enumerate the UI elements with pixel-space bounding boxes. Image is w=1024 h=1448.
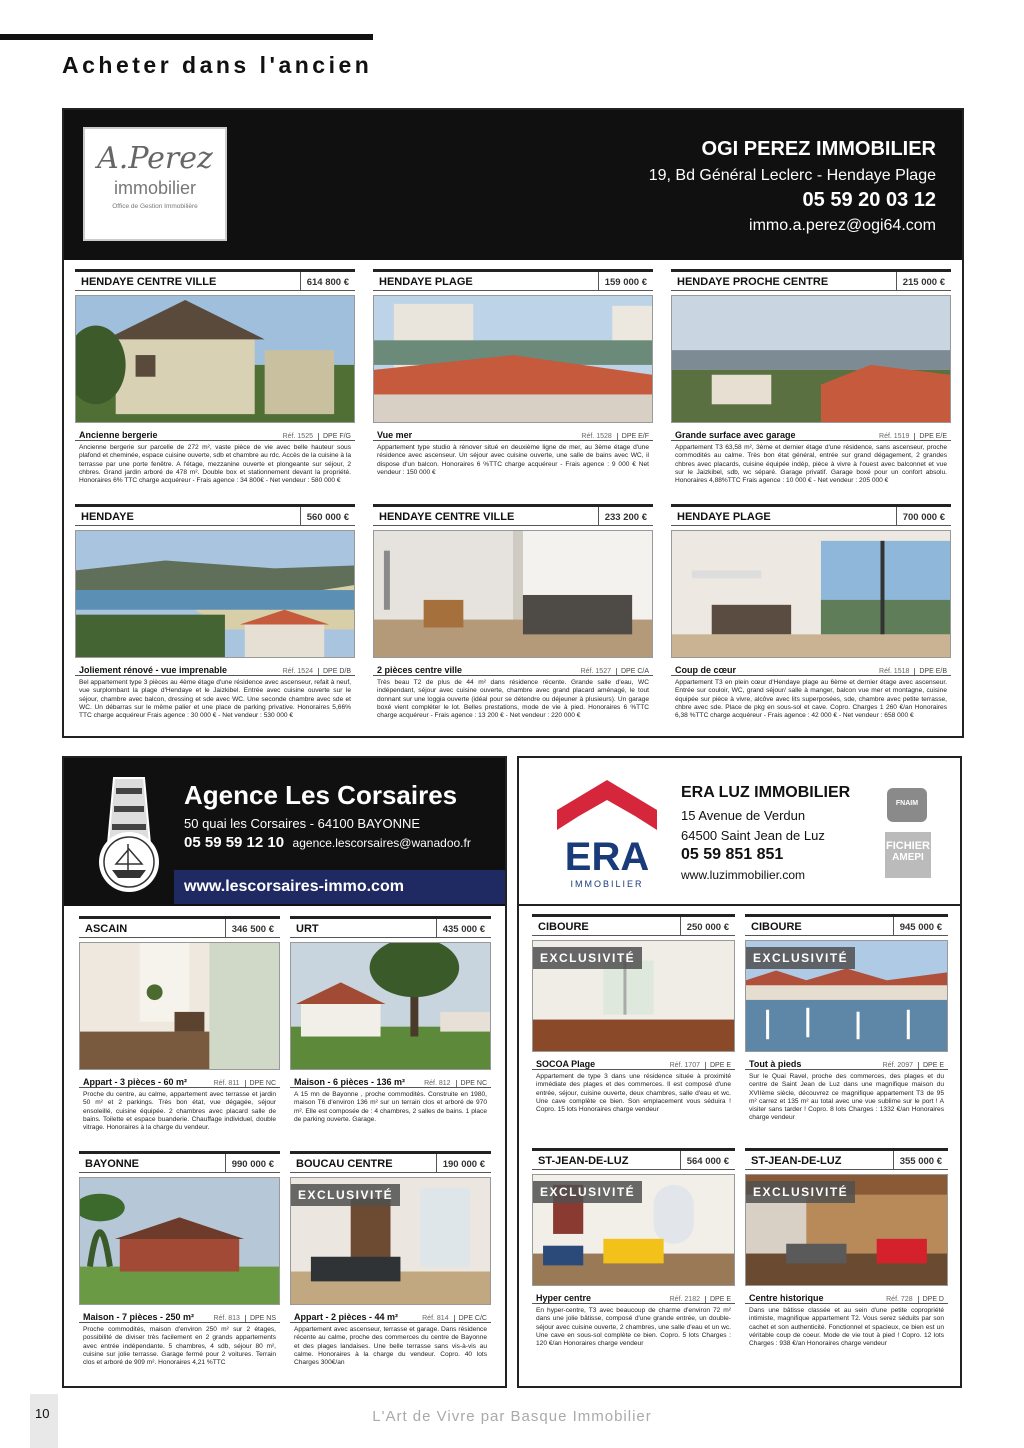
listing-card[interactable] — [532, 914, 735, 1141]
corsaires-panel — [62, 756, 507, 1388]
listing-location: HENDAYE PROCHE CENTRE — [677, 276, 829, 288]
listing-description: Bel appartement type 3 pièces au 4ème étage d'une résidence avec ascenseur, refait à neuf, vue surplombant la plage d'Hendaye et le Jaizkibel. Entrée avec cuisine ouverte sur le séjour, chambre avec balcon, dressing et sde avec WC. Une seconde chambre avec sde et WC. Un débarras sur le même palier et une place de parking privative. Honoraires 5,66% TTC charge acquéreur Frais agence : 30 000 € - Net vendeur : 530 000 € — [79, 679, 351, 720]
listing-location: ST-JEAN-DE-LUZ — [751, 1155, 842, 1167]
listing-photo[interactable] — [75, 295, 355, 423]
listing-location: ST-JEAN-DE-LUZ — [538, 1155, 629, 1167]
listing-photo[interactable] — [532, 1174, 735, 1286]
listing-location: HENDAYE PLAGE — [379, 276, 473, 288]
listing-title: Hyper centre — [536, 1293, 592, 1303]
exclusivity-badge: EXCLUSIVITÉ — [746, 1181, 855, 1203]
listing-title: Joliement rénové - vue imprenable — [79, 665, 228, 675]
page-number: 10 — [30, 1394, 58, 1448]
listing-ref: Réf. 1519 — [879, 433, 910, 440]
listing-ref: Réf. 2097 — [882, 1062, 913, 1069]
listing-description: Ancienne bergerie sur parcelle de 272 m², vaste pièce de vie avec belle hauteur sous plafond et cheminée, espace cuisine ouverte, sdb et chambre au rdc. Accès de la cuisine à la terrasse par une porte fenêtre. A l'étage, mezzanine ouverte et plongeante sur séjour, 2 chbres. Grand jardin arboré de 478 m². Double box et stationnement devant la propriété. Honoraires 6% TTC charge acquéreur - Frais agence : 34 800€ - Net vendeur : 580 000 € — [79, 444, 351, 485]
ogi-phone: 05 59 20 03 12 — [802, 189, 936, 211]
listing-dpe: DPE E/E — [914, 433, 951, 440]
listing-dpe: DPE E — [918, 1062, 948, 1069]
listing-photo[interactable] — [373, 530, 653, 658]
top-rule — [0, 34, 373, 40]
listing-photo[interactable] — [532, 940, 735, 1052]
era-logo-sub: IMMOBILIER — [570, 879, 644, 889]
era-panel — [517, 756, 962, 1388]
listing-ref: Réf. 1518 — [879, 668, 910, 675]
corsaires-email[interactable]: agence.lescorsaires@wanadoo.fr — [292, 836, 471, 850]
listing-ref: Réf. 1707 — [669, 1062, 700, 1069]
era-street: 15 Avenue de Verdun — [681, 808, 806, 823]
ogi-address: 19, Bd Général Leclerc - Hendaye Plage — [648, 167, 936, 184]
listing-description: Proche du centre, au calme, appartement avec terrasse et jardin 50 m² et 2 parkings. Très bon état, vue dégagée, séjour ensoleillé, cuisine équipée. 2 chambres avec placard salle de bains. Toilette et espace buanderie. Chauffage individuel, double vitrage. Honoraires à la charge du vendeur. — [83, 1091, 276, 1132]
listing-title: Maison - 7 pièces - 250 m² — [83, 1312, 195, 1322]
listing-ref: Réf. 1527 — [580, 668, 611, 675]
listing-ref: Réf. 812 — [424, 1080, 451, 1087]
listing-title: Tout à pieds — [749, 1059, 802, 1069]
listing-photo[interactable] — [290, 1177, 491, 1305]
listing-photo[interactable] — [79, 942, 280, 1070]
listing-card[interactable] — [373, 269, 653, 502]
listing-location: CIBOURE — [538, 921, 589, 933]
listing-ref: Réf. 813 — [213, 1315, 240, 1322]
listing-location: CIBOURE — [751, 921, 802, 933]
ogi-perez-panel — [62, 108, 964, 738]
listing-description: A 15 mn de Bayonne , proche commodités. Construite en 1980, maison T6 d'environ 136 m² sur un terrain clos et arboré de 970 m². Elle est composée de : 4 chambres, 2 salles de bains. 1 place de parking ouverte. Garage. — [294, 1091, 487, 1123]
listing-ref: Réf. 814 — [422, 1315, 449, 1322]
ogi-logo-sub: immobilier — [113, 178, 196, 198]
listing-photo[interactable] — [671, 530, 951, 658]
listing-dpe: DPE F/G — [318, 433, 355, 440]
listing-title: Vue mer — [377, 430, 413, 440]
lighthouse-icon — [92, 774, 166, 896]
listing-photo[interactable] — [290, 942, 491, 1070]
listing-title: Centre historique — [749, 1293, 824, 1303]
listing-dpe: DPE NC — [456, 1080, 491, 1087]
listing-description: Appartement T3 63,58 m², 3ème et dernier étage d'une résidence, sans ascenseur, proche commodités au calme. Très bon état général, entrée sur grand dégagement, 2 grandes chbres avec placards, cuisine équipée indép, pièce à vivre à l'ouest avec balconnet et vue sur le Jaizkibel, sdb, wc séparé. Garage privatif. Garage boxé pour un confort absolu. Honoraires 4,88%TTC Frais agence : 10 000 € - Net vendeur : 205 000 € — [675, 444, 947, 485]
listing-ref: Réf. 811 — [213, 1080, 240, 1087]
era-header — [519, 758, 960, 906]
listing-card[interactable] — [290, 1151, 491, 1392]
era-city: 64500 Saint Jean de Luz — [681, 828, 825, 843]
listing-photo[interactable] — [745, 1174, 948, 1286]
listing-location: HENDAYE CENTRE VILLE — [379, 511, 515, 523]
listing-photo[interactable] — [671, 295, 951, 423]
listing-price: 190 000 € — [436, 1154, 491, 1172]
ogi-header — [64, 110, 962, 260]
corsaires-phone: 05 59 59 12 10 — [184, 834, 285, 851]
corsaires-name: Agence Les Corsaires — [184, 780, 458, 810]
ogi-logo-tag: Office de Gestion Immobilière — [112, 203, 198, 210]
listing-dpe: DPE E/B — [914, 668, 951, 675]
listing-dpe: DPE D/B — [318, 668, 355, 675]
listing-price: 355 000 € — [893, 1151, 948, 1169]
era-phone: 05 59 851 851 — [681, 846, 784, 863]
exclusivity-badge: EXCLUSIVITÉ — [533, 1181, 642, 1203]
listing-photo[interactable] — [745, 940, 948, 1052]
listing-location: BAYONNE — [85, 1158, 139, 1170]
listing-card[interactable] — [671, 269, 951, 502]
listing-description: Dans une bâtisse classée et au sein d'une petite copropriété intimiste, magnifique appartement T2. Vous serez séduits par son cachet et son authenticité. Fonctionnel et spacieux, ce bien est un véritable coup de coeur. Mode de vie tout à pied ! Copro. 12 lots Charges : 938 €/an Honoraires charge vendeur — [749, 1307, 944, 1348]
listing-title: Grande surface avec garage — [675, 430, 796, 440]
listing-ref: Réf. 2182 — [669, 1296, 700, 1303]
listing-price: 560 000 € — [300, 507, 355, 525]
listing-price: 614 800 € — [300, 272, 355, 290]
listing-card[interactable] — [79, 1151, 280, 1392]
listing-ref: Réf. 1528 — [581, 433, 612, 440]
listing-ref: Réf. 1524 — [282, 668, 313, 675]
ogi-logo — [83, 127, 227, 241]
listing-description: Proche commodités, maison d'environ 250 m² sur 2 étages, possibilité de diviser très facilement en 2 grands appartements avec entrée indépendante. 5 chambres, 4 sdb, séjour 80 m², cuisine sur jolie terrasse. Garage fermé pour 2 voitures. Terrain clos et arboré de 909 m². Honoraires 4,21 %TTC — [83, 1326, 276, 1367]
listing-title: Maison - 6 pièces - 136 m² — [294, 1077, 406, 1087]
corsaires-header — [64, 758, 505, 906]
listing-location: HENDAYE PLAGE — [677, 511, 771, 523]
corsaires-address: 50 quai les Corsaires - 64100 BAYONNE — [184, 816, 421, 831]
listing-card[interactable] — [75, 504, 355, 737]
listing-dpe: DPE C/C — [454, 1315, 491, 1322]
listing-dpe: DPE E/F — [617, 433, 653, 440]
listing-dpe: DPE NS — [245, 1315, 280, 1322]
listing-dpe: DPE C/A — [616, 668, 653, 675]
ogi-email[interactable]: immo.a.perez@ogi64.com — [749, 217, 936, 234]
era-name: ERA LUZ IMMOBILIER — [681, 784, 851, 801]
listing-description: Très beau T2 de plus de 44 m² dans résidence récente. Grande salle d'eau, WC indépendant, séjour avec cuisine ouverte, chambre avec grand placard aménagé, le tout donnant sur une loggia ouverte (idéal pour se détendre ou déjeuner à plusieurs). Un garage boxé vient compléter le lot. Belles prestations, mode de vie à pied. Honoraires 6 %TTC charge acquéreur - Frais agence : 13 200 € - Net vendeur : 220 000 € — [377, 679, 649, 720]
listing-description: Appartement T3 en plein cœur d'Hendaye plage au 6ème et dernier étage avec ascenseur. Entrée sur couloir, WC, grand séjour/ salle à manger, balcon vue mer et montagne, cuisine équipée sur pièce à vivre, alcôve avec lits superposées, sde, chambre avec petite terrasse, chbre avec sde. Place de pkg en sous-sol et cave. Copro. Charges 1 260 €/an Honoraires 6,38 %TTC charge acquéreur - Frais agence : 42 000 € - Net vendeur : 658 000 € — [675, 679, 947, 720]
amepi-badge-line2: AMEPI — [892, 852, 924, 863]
listing-price: 990 000 € — [225, 1154, 280, 1172]
listing-title: Coup de cœur — [675, 665, 736, 675]
listing-dpe: DPE D — [918, 1296, 948, 1303]
listing-ref: Réf. 1525 — [282, 433, 313, 440]
era-website[interactable]: www.luzimmobilier.com — [681, 868, 806, 882]
listing-card[interactable] — [290, 916, 491, 1157]
listing-photo[interactable] — [373, 295, 653, 423]
footer-tagline: L'Art de Vivre par Basque Immobilier — [372, 1408, 652, 1425]
listing-location: URT — [296, 923, 319, 935]
listing-title: Appart - 3 pièces - 60 m² — [83, 1077, 188, 1087]
listing-price: 564 000 € — [680, 1151, 735, 1169]
listing-title: SOCOA Plage — [536, 1059, 596, 1069]
listing-price: 346 500 € — [225, 919, 280, 937]
listing-title: Appart - 2 pièces - 44 m² — [294, 1312, 399, 1322]
listing-price: 233 200 € — [598, 507, 653, 525]
listing-dpe: DPE E — [705, 1296, 735, 1303]
listing-description: Sur le Quai Ravel, proche des commerces, des plages et du centre de Saint Jean de Luz dans une magnifique maison du XVIIème siècle, découvrez ce magnifique appartement T3 de 95 m² carrez et 135 m² au total avec une vue sublime sur le port ! A visiter sans tarder ! Copro. 8 lots Charges : 1332 €/an Honoraires charge vendeur — [749, 1073, 944, 1122]
listing-location: ASCAIN — [85, 923, 128, 935]
listing-title: 2 pièces centre ville — [377, 665, 463, 675]
exclusivity-badge: EXCLUSIVITÉ — [291, 1184, 400, 1206]
corsaires-contact — [184, 834, 471, 852]
listing-card[interactable] — [373, 504, 653, 737]
listing-description: Appartement de type 3 dans une résidence située à proximité immédiate des plages et des commerces. Il est composé d'une entrée, séjour, cuisine ouverte, deux chambres, salle d'eau et wc. Une cave complète ce bien. Son emplacement vous séduira ! Copro. 15 lots Honoraires charge vendeur — [536, 1073, 731, 1114]
listing-location: BOUCAU CENTRE — [296, 1158, 393, 1170]
page-title: Acheter dans l'ancien — [62, 52, 373, 78]
listing-price: 945 000 € — [893, 917, 948, 935]
listing-price: 700 000 € — [896, 507, 951, 525]
era-logo-text: ERA — [564, 835, 650, 879]
amepi-badge-line1: FICHIER — [886, 840, 930, 852]
listing-description: En hyper-centre, T3 avec beaucoup de charme d'environ 72 m² dans une jolie bâtisse, composé d'une grande entrée, un double-séjour avec cuisine ouverte, 2 chambres, une salle d'eau et un wc. Une cave en sous-sol complète ce bien. Copro. 5 lots Charges : 120 €/an Honoraires charge vendeur — [536, 1307, 731, 1348]
listing-card[interactable] — [532, 1148, 735, 1375]
fnaim-badge: FNAIM — [887, 788, 927, 822]
listing-description: Appartement type studio à rénover situé en deuxième ligne de mer, au 3ème étage d'une résidence avec ascenseur. Un séjour avec cuisine ouverte, une salle de bains avec WC, il dispose d'un balcon. Honoraires 6 %TTC charge acquéreur - Frais agence : 9 000 € Net vendeur : 150 000 € — [377, 444, 649, 476]
listing-card[interactable] — [745, 1148, 948, 1375]
amepi-badge — [885, 832, 931, 878]
listing-card[interactable] — [671, 504, 951, 737]
listing-price: 215 000 € — [896, 272, 951, 290]
listing-description: Appartement avec ascenseur, terrasse et garage. Dans résidence récente au calme, proche des commerces du centre de Bayonne et des plages landaises. Une belle terrasse sans vis-à-vis au calme. Honoraires à la charge du vendeur. Copro. 40 lots Charges 300€/an — [294, 1326, 487, 1367]
exclusivity-badge: EXCLUSIVITÉ — [533, 947, 642, 969]
era-logo — [557, 780, 657, 892]
ogi-logo-main: A.Perez — [97, 141, 213, 176]
listing-dpe: DPE E — [705, 1062, 735, 1069]
ogi-name: OGI PEREZ IMMOBILIER — [701, 138, 936, 160]
listing-price: 250 000 € — [680, 917, 735, 935]
listing-dpe: DPE NC — [245, 1080, 280, 1087]
corsaires-website[interactable]: www.lescorsaires-immo.com — [184, 878, 404, 895]
listing-location: HENDAYE — [81, 511, 134, 523]
listing-ref: Réf. 728 — [886, 1296, 913, 1303]
listing-price: 435 000 € — [436, 919, 491, 937]
listing-title: Ancienne bergerie — [79, 430, 158, 440]
listing-card[interactable] — [745, 914, 948, 1141]
listing-card[interactable] — [79, 916, 280, 1157]
listing-photo[interactable] — [79, 1177, 280, 1305]
listing-photo[interactable] — [75, 530, 355, 658]
exclusivity-badge: EXCLUSIVITÉ — [746, 947, 855, 969]
listing-card[interactable] — [75, 269, 355, 502]
listing-location: HENDAYE CENTRE VILLE — [81, 276, 217, 288]
listing-price: 159 000 € — [598, 272, 653, 290]
